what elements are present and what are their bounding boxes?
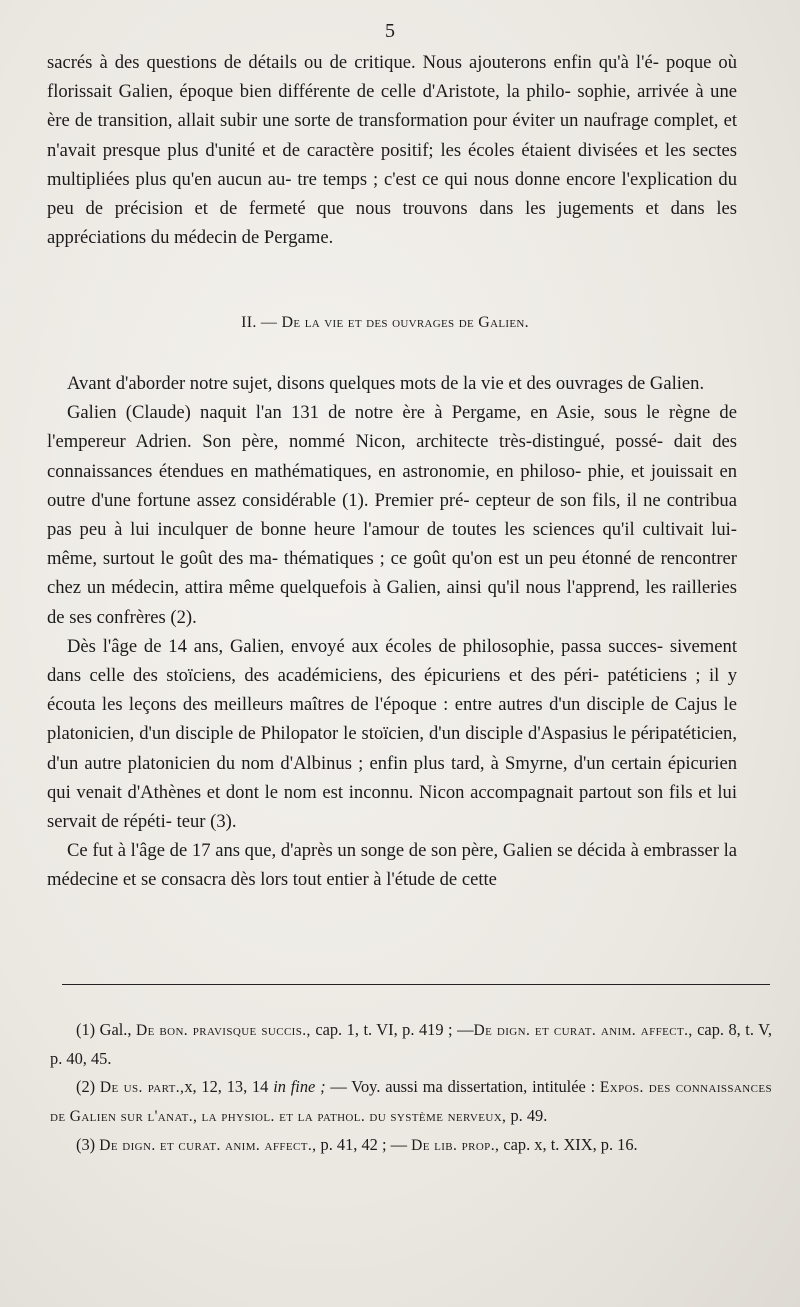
footnote-text: x, 12, 13, 14 <box>184 1077 269 1096</box>
text-line: attira même quelquefois à Galien, ainsi qu'il nous l'apprend, les railleries de <box>47 577 738 628</box>
text-line: Galien (Claude) naquit l'an 131 de notre ère à Pergame, en Asie, sous le règne <box>67 402 711 424</box>
section-heading <box>0 314 770 332</box>
text-line: sivement dans celle des stoïciens, des académiciens, des épicuriens et des péri- <box>47 635 737 687</box>
text-line: Dès l'âge de 14 ans, Galien, envoyé aux écoles de philosophie, passa succes- <box>67 635 664 657</box>
footnote-1 <box>50 1016 772 1073</box>
text-line: d'un disciple de Cajus le platonicien, d'un disciple de Philopator le stoïcien, d'un <box>47 694 737 745</box>
paragraph <box>47 398 737 632</box>
footnote-work-title: De dign. et curat. anim. affect., <box>473 1022 693 1039</box>
footnote-text: — Voy. aussi ma dissertation, intitulée : <box>330 1077 596 1096</box>
text-line: de l'empereur Adrien. Son père, nommé Nicon, architecte très-distingué, possé- <box>47 402 737 453</box>
footnote-text: p. 41, 42 ; — <box>320 1135 408 1154</box>
text-line: de fermeté que nous trouvons dans les jugements et dans les appréciations du <box>47 198 737 249</box>
text-line: positif; les écoles étaient divisées et les sectes multipliées plus qu'en aucun au- <box>47 139 737 190</box>
paragraph <box>47 48 737 252</box>
footnote-3 <box>50 1131 772 1160</box>
footnote-text: cap. x, t. XIX, p. 16. <box>503 1135 638 1154</box>
footnote-divider <box>62 984 770 985</box>
footnote-2 <box>50 1073 772 1131</box>
text-line: disciple d'Aspasius le péripatéticien, d'un autre platonicien du nom d'Albinus ; <box>47 723 737 774</box>
footnote-mark: (3) <box>76 1135 96 1154</box>
text-line: sophie, arrivée à une ère de transition, allait subir une sorte de transformation <box>47 81 737 132</box>
footnote-work-title: Expos. des connaissances de Galien sur l'anat., la physiol. et la pathol. du système nerveux, <box>50 1079 772 1125</box>
text-line: Avant d'aborder notre sujet, disons quelques mots de la vie et des ouvrages <box>67 373 624 394</box>
text-line: poque où florissait Galien, époque bien différente de celle d'Aristote, la philo- <box>47 52 738 103</box>
main-text <box>47 369 737 895</box>
paragraph <box>47 632 737 836</box>
footnote-text: cap. 1, t. VI, p. 419 ; — <box>315 1020 474 1039</box>
paragraph <box>47 836 737 894</box>
text-line: Ce fut à l'âge de 17 ans que, d'après un songe de son père, Galien se décida <box>67 840 626 862</box>
section-numeral: II. — <box>241 314 278 331</box>
text-line: ses confrères (2). <box>69 606 197 628</box>
footnotes <box>50 1016 772 1160</box>
text-line: pour éviter un naufrage complet, et n'avait presque plus d'unité et de caractère <box>47 110 737 161</box>
footnote-text: Gal., <box>99 1020 132 1039</box>
text-line: l'amour de toutes les sciences qu'il cultivait lui-même, surtout le goût des ma- <box>47 519 737 570</box>
text-line: à embrasser la médecine et se consacra dès lors tout entier à l'étude de cette <box>47 840 737 891</box>
text-line: phie, et jouissait en outre d'une fortune assez considérable (1). Premier pré- <box>47 460 737 511</box>
page-number: 5 <box>385 20 395 42</box>
text-line: thématiques ; ce goût qu'on est un peu étonné de rencontrer chez un médecin, <box>47 548 737 599</box>
footnote-mark: (2) <box>76 1077 96 1096</box>
footnote-work-title: De dign. et curat. anim. affect., <box>99 1137 317 1154</box>
text-line: enfin plus tard, à Smyrne, d'un certain épicurien qui venait d'Athènes et dont le <box>47 752 737 803</box>
text-line: cepteur de son fils, il ne contribua pas peu à lui inculquer de bonne heure <box>47 489 737 541</box>
footnote-text: cap. 8, t. V, p. 40, 45. <box>50 1020 772 1068</box>
footnote-italic: in fine ; <box>273 1077 326 1096</box>
text-line: de Galien. <box>627 373 705 394</box>
footnote-text: p. 49. <box>510 1106 548 1125</box>
text-line: teur (3). <box>176 811 237 833</box>
footnote-work-title: De us. part., <box>99 1079 185 1096</box>
paragraph <box>47 369 737 398</box>
footnote-work-title: De bon. pravisque succis., <box>136 1022 311 1039</box>
text-line: dait des connaissances étendues en mathématiques, en astronomie, en philoso- <box>47 431 737 482</box>
text-line: tre temps ; c'est ce qui nous donne encore l'explication du peu de précision et <box>47 168 737 220</box>
text-line: médecin de Pergame. <box>174 227 334 249</box>
footnote-mark: (1) <box>76 1020 96 1039</box>
text-line: nom est inconnu. Nicon accompagnait partout son fils et lui servait de répéti- <box>47 781 737 833</box>
footnote-work-title: De lib. prop., <box>411 1137 500 1154</box>
text-line: sacrés à des questions de détails ou de critique. Nous ajouterons enfin qu'à l'é- <box>47 52 659 73</box>
top-paragraph <box>47 48 737 252</box>
section-title: De la vie et des ouvrages de Galien. <box>281 314 529 331</box>
text-line: patéticiens ; il y écouta les leçons des meilleurs maîtres de l'époque : entre autres <box>47 665 738 716</box>
